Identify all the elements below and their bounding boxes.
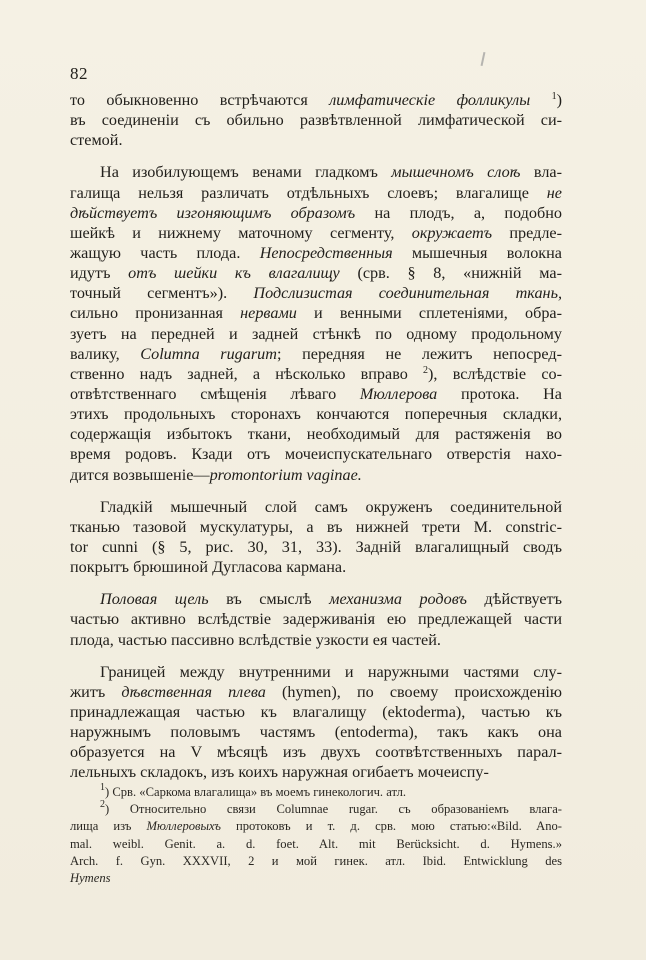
text-run: ) [556,91,563,109]
text-line [70,344,562,364]
italic-run: механизма родовъ [329,590,467,609]
text-run: идутъ [70,264,129,283]
italic-run: лимфатическіе фолликулы [329,91,531,109]
text-run: житъ [70,682,122,701]
footnote-ref: 2 [100,799,105,811]
text-run: сильно пронизанная [70,304,241,323]
text-line [70,682,562,702]
text-run: лища изъ [70,819,147,834]
text-run: вла- [520,163,562,182]
footnotes [70,784,562,887]
text-line [70,609,562,629]
text-line [70,223,562,243]
text-run: точный сегментъ»). [70,284,254,303]
text-run: ), вслѣдствіе со- [428,364,562,383]
italic-run: promontorium vaginae. [209,465,362,484]
text-run: принадлежащая частью къ влагалищу (ektoderma), частью къ [70,702,562,721]
text-line [70,324,562,344]
text-run: время родовъ. Кзади отъ мочеиспускательнаго отверстія нахо- [70,445,562,464]
text-line [70,110,562,130]
text-line [70,283,562,303]
text-line [70,183,562,203]
text-line [70,589,562,609]
text-run: покрытъ брюшиной Дугласова кармана. [70,558,347,577]
text-line [70,364,562,384]
paragraph-gap [70,577,562,589]
text-line [70,762,562,782]
text-run: Гладкій мышечный слой самъ окруженъ соединительной [100,497,562,516]
italic-run: Мюллеровыхъ [146,819,221,834]
text-run: въ соединеніи съ обильно развѣтвленной лимфатической си- [70,111,562,130]
text-run: Границей между внутренними и наружными частями слу- [100,662,562,681]
text-line [70,465,562,485]
pencil-mark [481,52,486,66]
text-run: зуетъ на передней и задней стѣнкѣ по одному продольному [70,324,562,343]
paragraph [70,497,562,578]
italic-run: Columna rugarum [140,344,277,363]
footnote-ref: 1 [551,91,557,102]
text-line [70,384,562,404]
text-line [70,263,562,283]
text-line [70,404,562,424]
text-run: то обыкновенно встрѣчаются [70,91,330,109]
text-line [70,702,562,722]
text-run: жащую часть плода. [70,243,260,262]
footnote-line [70,784,562,801]
text-run: mal. weibl. Genit. a. d. foet. Alt. mit Berücksicht. d. Hymens.» [70,836,562,851]
footnote-line [70,818,562,835]
text-run: и венными сплетеніями, обра- [296,304,562,323]
text-line [70,742,562,762]
text-line [70,90,562,110]
italic-run: мышечномъ слоѣ [391,163,521,182]
text-line [70,130,562,150]
text-run: (срв. § 8, «нижній ма- [339,264,563,283]
italic-run: Половая щель [100,590,209,609]
text-run: ) Относительно связи Columnae rugar. съ образованіемъ влага- [105,802,562,817]
text-line [70,203,562,223]
text-line [70,243,562,263]
text-run: образуется на V мѣсяцѣ изъ двухъ соотвѣтственныхъ парал- [70,743,562,762]
italic-run: отъ шейки къ влагалищу [128,264,340,283]
paragraph-gap [70,650,562,662]
italic-run: Hymens [70,870,111,885]
italic-run: Подслизистая соединительная ткань, [253,284,562,303]
text-run: плода, частью пассивно вслѣдствіе узкости ея частей. [70,630,441,649]
italic-run: нервами [240,304,297,323]
text-line [70,303,562,323]
text-run: этихъ продольныхъ сторонахъ кончаются поперечныя складки, [70,405,562,424]
text-run: лельныхъ складокъ, изъ коихъ наружная огибаетъ мочеиспу- [70,763,489,782]
text-run: мышечныя волокна [392,243,562,262]
footnote-line [70,836,562,853]
text-run: галища нельзя различать отдѣльныхъ слоевъ; влагалище [70,183,547,202]
text-run: дѣйствуетъ [466,590,562,609]
footnote [70,801,562,887]
paragraph [70,662,562,783]
text-run: шейкѣ и нижнему маточному сегменту, [70,223,412,242]
text-line [70,424,562,444]
text-run: наружнымъ половымъ частямъ (entoderma), такъ какъ она [70,723,562,742]
text-run: валику, [70,344,141,363]
body-text [70,90,562,783]
page-number: 82 [70,64,88,83]
text-run: на плодъ, а, подобно [355,203,562,222]
text-run: предле- [492,223,562,242]
text-run [530,91,551,109]
text-line [70,537,562,557]
text-run: частью активно вслѣдствіе задерживанія ею предлежащей части [70,610,562,629]
text-line [70,662,562,682]
text-run: ственно надъ задней, а нѣсколько вправо [70,364,424,383]
footnote [70,784,562,801]
footnote-line [70,870,562,887]
text-line [70,444,562,464]
text-run: Arch. f. Gyn. XXXVII, 2 и мой гинек. атл. Ibid. Entwicklung des [70,853,562,868]
paragraph-gap [70,150,562,162]
text-run: ) Срв. «Саркома влагалища» въ моемъ гинекологич. атл. [105,785,407,799]
text-line [70,557,562,577]
text-run: На изобилующемъ венами гладкомъ [100,163,392,182]
text-run: (hymen), по своему происхожденію [265,682,562,701]
paragraph [70,162,562,484]
text-run: отвѣтственнаго смѣщенія лѣваго [70,384,360,403]
paragraph [70,90,562,150]
footnote-ref: 1 [100,782,105,793]
footnote-ref: 2 [423,364,429,376]
footnote-line [70,801,562,818]
italic-run: дѣйствуетъ изгоняющимъ образомъ [70,203,356,222]
text-line [70,517,562,537]
italic-run: Мюллерова [359,384,438,403]
text-run: tor cunni (§ 5, рис. 30, 31, 33). Задній влагалищный сводъ [70,537,562,556]
paragraph [70,589,562,649]
italic-run: не [546,183,562,202]
text-line [70,162,562,182]
paragraph-gap [70,485,562,497]
text-line [70,630,562,650]
text-line [70,722,562,742]
text-run: протоковъ и т. д. срв. мою статью:«Bild. Ano- [220,819,562,834]
text-run: содержащія избытокъ ткани, необходимый для растяженія во [70,425,562,444]
text-run: въ смыслѣ [208,590,330,609]
italic-run: Непосредственныя [259,243,393,262]
text-run: дится возвышеніе— [70,465,210,484]
text-run: тканью тазовой мускулатуры, а въ нижней трети M. constric- [70,517,562,536]
text-line [70,497,562,517]
italic-run: окружаетъ [411,223,493,242]
text-run: протока. На [437,384,562,403]
text-run: ; передняя не лежитъ непосред- [276,344,562,363]
italic-run: дѣвственная плева [121,682,266,701]
footnote-line [70,853,562,870]
text-run: стемой. [70,131,123,150]
